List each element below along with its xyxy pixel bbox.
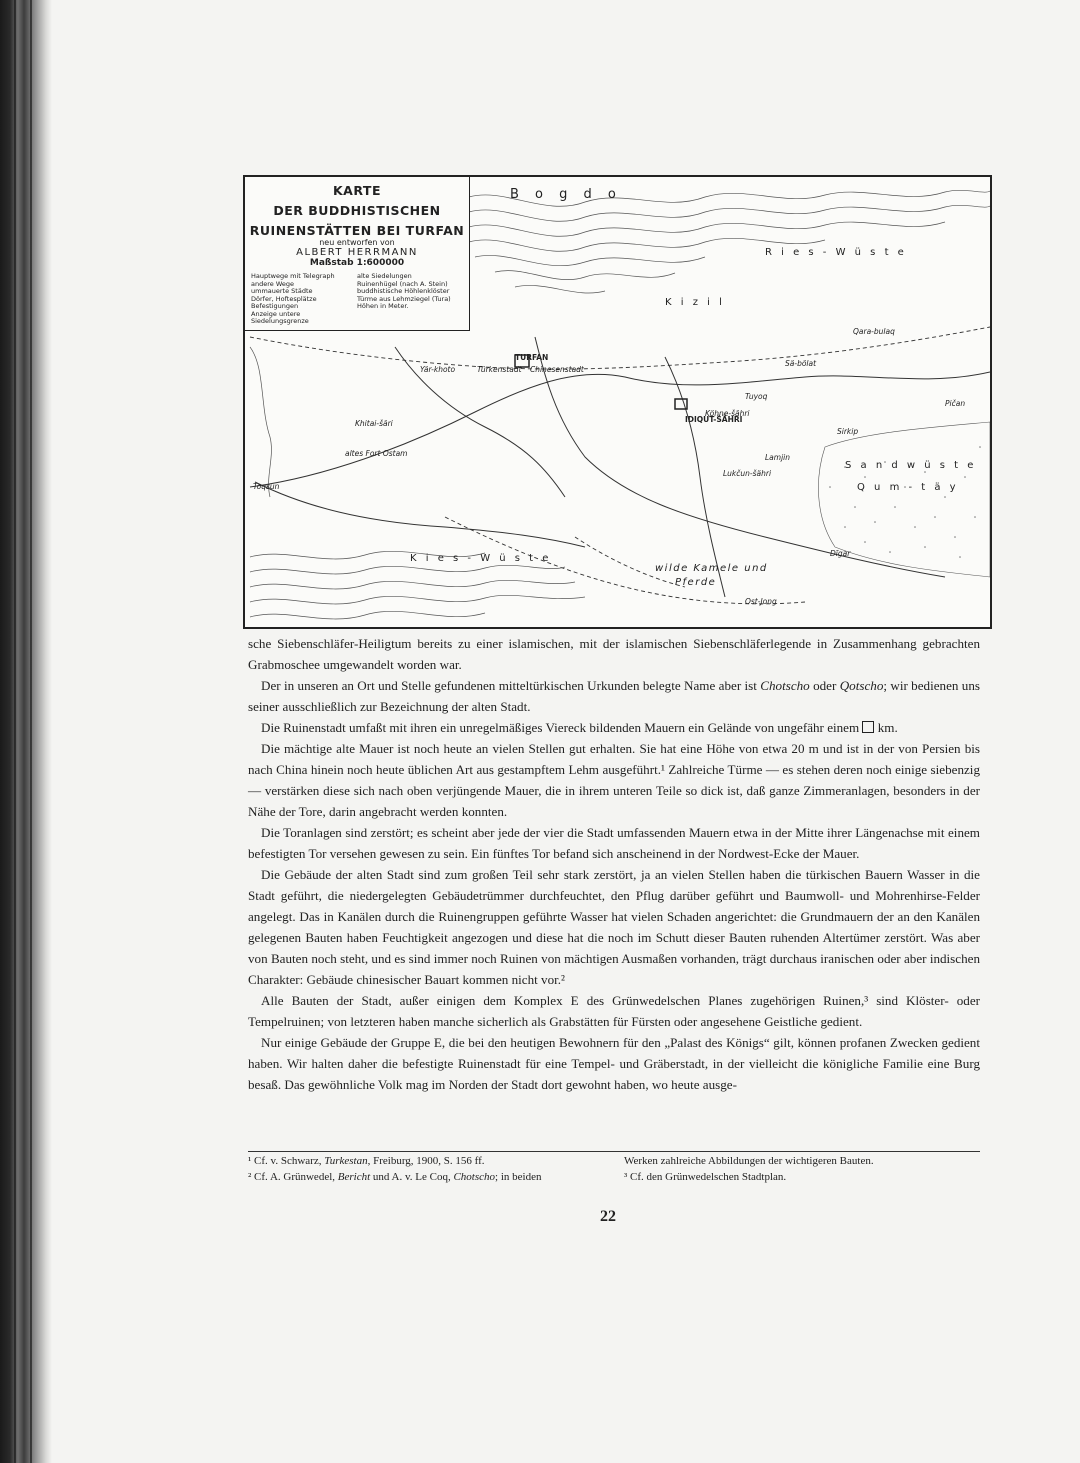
map-label-qumtay: Q u m - t ä y [857,482,959,493]
map-legend [245,177,470,331]
map-label-kohne: Köhne-šähri [705,409,750,418]
map-label-altes-fort: altes Fort Ostam [345,449,408,458]
map-label-kamele: wilde Kamele und [655,563,768,574]
map-title-line1: KARTE [333,183,381,198]
map-label-dygar: Dīgar [830,549,851,558]
legend-column-left [251,273,359,326]
map-label-pferde: Pferde [675,577,717,588]
legend-item: Hauptwege mit Telegraph [251,272,335,280]
legend-item: Anzeige untere Siedelungsgrenze [251,309,309,325]
map-label-sirkip: Sirkip [837,427,859,436]
map-label-rieswuste: R i e s - W ü s t e [765,247,907,258]
legend-item: Höhen in Meter. [357,302,409,310]
map-label-qarabulaq: Qara-bulaq [853,327,895,336]
map-label-toqsun: Toqsun [253,482,280,491]
fn-title: Bericht [337,1171,371,1183]
paragraph-2 [248,675,980,717]
book-binding-edge [0,0,52,1463]
p3-part: Die Ruinenstadt umfaßt mit ihren ein unregelmäßiges Viereck bildenden Mauern ein Gelände von ungefähr einem [261,720,863,735]
map-label-chinesenstadt: Chinesenstadt [530,365,584,374]
map-label-kieswuste: K i e s - W ü s t e [410,553,552,564]
footnotes-left [248,1153,614,1185]
map-scale: Maßstab 1:600000 [309,258,405,268]
turfan-ruins-map [243,175,992,629]
footnote-2-continued: Werken zahlreiche Abbildungen der wichtigeren Bauten. [624,1155,874,1167]
map-label-tuerkenstadt: Türkenstadt [477,365,522,374]
legend-item: Dörfer, Hoftesplätze [251,294,317,303]
legend-item: alte Siedelungen [357,272,412,280]
legend-item: Türme aus Lehmziegel (Tura) [357,294,451,303]
p3-part: km. [874,720,898,735]
name-qotscho: Qotscho [839,678,884,693]
map-label-sabolat: Sä-bölat [785,359,817,368]
legend-item: Ruinenhügel (nach A. Stein) [357,279,448,288]
paragraph-5: Die Toranlagen sind zerstört; es scheint aber jede der vier die Stadt umfassenden Mauern etwa in der Mitte ihrer Längenachse mit einem befestigten Tor versehen gewesen zu sein. Ein fünftes Tor befand sich anscheinend in der Nordwest-Ecke der Mauer. [248,825,980,861]
map-label-lukchun: Lukčun-šähri [723,469,772,478]
footnote-rule [248,1151,980,1152]
fn-part: ; in beiden [495,1171,542,1183]
page-number: 22 [600,1208,616,1225]
footnotes-right [624,1153,984,1185]
fn-part: , Freiburg, 1900, S. 156 ff. [367,1155,485,1167]
fn-part: ¹ Cf. v. Schwarz, [248,1155,325,1167]
p2-part: oder [809,678,840,693]
legend-item: andere Wege [251,279,294,288]
map-title-line3: RUINENSTÄTTEN BEI TURFAN [249,223,465,238]
p2-part: ; wir bedienen uns seiner ausschließlich zur Bezeichnung der alten Stadt. [248,678,980,714]
body-text [248,633,980,1095]
map-author: ALBERT HERRMANN [296,247,418,258]
fn-part: ² Cf. A. Grünwedel, [248,1171,338,1183]
fn-title: Chotscho [453,1171,496,1183]
legend-item: buddhistische Höhlenklöster [357,287,450,295]
map-label-turfan: TURFAN [515,353,549,362]
paragraph-4: Die mächtige alte Mauer ist noch heute an vielen Stellen gut erhalten. Sie hat eine Höhe von etwa 20 m und ist in der von Persien bis nach China hinein noch heute üblichen Art aus gestampftem Lehm ausgeführt.¹ Zahlreiche Türme — es stehen deren noch einige siebenzig — verstärken diese sich nach oben verjüngende Mauer, die in ihrem unteren Teile so dick ist, daß ganze Zimmeranlagen, besonders in der Nähe der Tore, darin angebracht werden konnten. [248,741,980,819]
footnote-3: ³ Cf. den Grünwedelschen Stadtplan. [624,1171,787,1183]
footnote-2 [248,1169,614,1185]
map-label-yarkhoto: Yär-khoto [420,365,456,374]
map-label-tuyoq: Tuyoq [745,392,768,401]
map-title-line2: DER BUDDHISTISCHEN [273,203,441,218]
map-label-pichan: Pičan [945,399,966,408]
p2-part: Der in unseren an Ort und Stelle gefundenen mitteltürkischen Urkunden belegte Name aber ist [261,678,761,693]
map-label-lamjin: Lamjin [765,453,791,462]
map-label-sandwuste: S a n d w ü s t e [845,460,977,471]
legend-column-right [357,273,465,311]
paragraph-3 [248,717,980,738]
paragraph-1: sche Siebenschläfer-Heiligtum bereits zu einer islamischen, mit der islamischen Siebenschläferlegende in Zusammenhang gebrachten Grabmoschee umgewandelt worden war. [248,636,980,672]
name-chotscho: Chotscho [760,678,810,693]
map-label-idiqut: IDIQUT-ŠÄHRI [685,415,743,424]
paragraph-6: Die Gebäude der alten Stadt sind zum großen Teil sehr stark zerstört, ja an vielen Stellen haben die türkischen Bauern Wasser in die Stadt geführt, die niedergelegten Gebäudetrümmer durchfeuchtet, den Pflug darüber geführt und Baumwoll- und Mohrenhirse-Felder angelegt. Das in Kanälen durch die Ruinengruppen geführte Wasser hat vielen Schaden angerichtet: die Grundmauern der an den Kanälen gelegenen Bauten haben Feuchtigkeit angezogen und diese hat die noch im Schutt dieser Bauten ruhenden Altertümer zerstört. Was aber von Bauten noch steht, und es sind immer noch Ruinen von mächtigen Ausmaßen vorhanden, trägt durchaus iranischen oder aber indischen Charakter: Gebäude chinesischer Bauart kommen nicht vor.² [248,867,980,987]
map-label-ostjong: Ost-Jong [745,597,777,606]
map-label-bogdo: B o g d o [510,187,622,202]
legend-item: Befestigungen [251,302,299,310]
paragraph-8: Nur einige Gebäude der Gruppe E, die bei den heutigen Bewohnern für den „Palast des Königs“ gilt, können profanen Zwecken gedient haben. Wir halten daher die befestigte Ruinenstadt für eine Tempel- und Gräberstadt, in der vielleicht die königliche Familie eine Burg besaß. Das gewöhnliche Volk mag im Norden der Stadt dort gewohnt haben, wo heute ausge- [248,1035,980,1092]
map-label-khitai: Khitai-šäri [355,419,393,428]
fn-title: Turkestan [324,1155,368,1167]
footnote-1 [248,1153,614,1169]
legend-item: ummauerte Städte [251,287,313,295]
square-km-icon [862,721,874,733]
map-label-kizil: K i z i l [665,297,725,308]
map-subtitle: neu entworfen von [319,238,395,247]
fn-part: und A. v. Le Coq, [370,1171,454,1183]
paragraph-7: Alle Bauten der Stadt, außer einigen dem Komplex E des Grünwedelschen Planes zugehörigen Ruinen,³ sind Klöster- oder Tempelruinen; von letzteren haben manche sicherlich als Grabstätten für Fürsten oder angesehene Geistliche gedient. [248,993,980,1029]
